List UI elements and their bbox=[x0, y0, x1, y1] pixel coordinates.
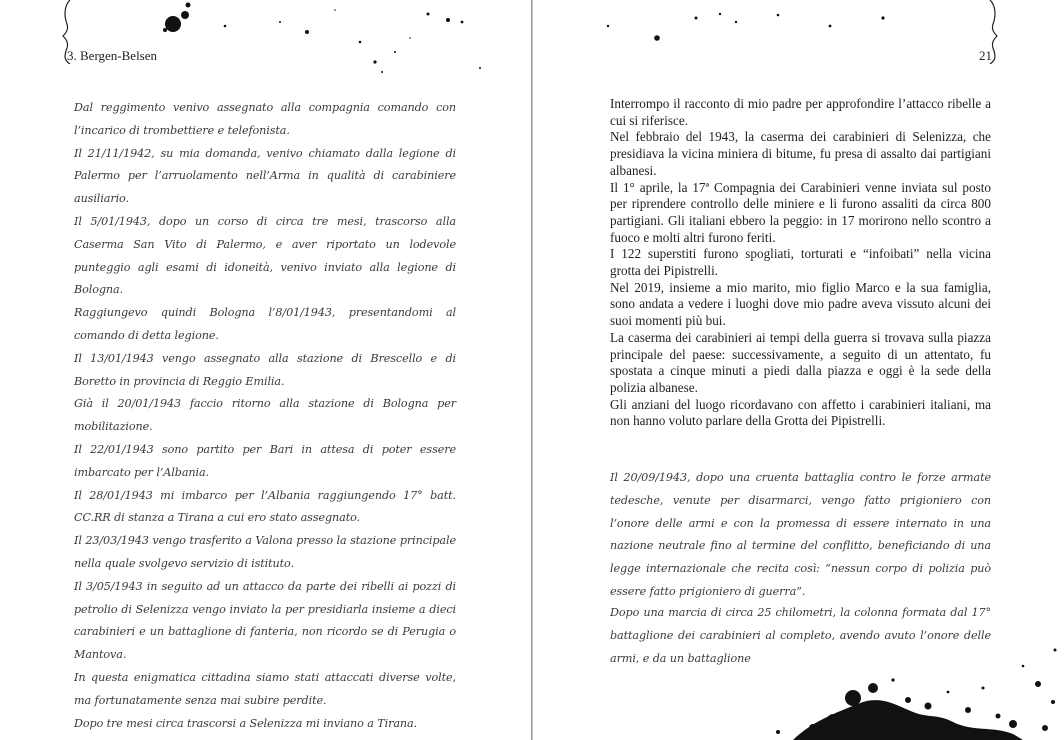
memoir-paragraph: Il 13/01/1943 vengo assegnato alla stazione di Brescello e di Boretto in provincia di Reggio Emilia. bbox=[74, 351, 456, 388]
running-header: 3. Bergen-Belsen bbox=[67, 48, 158, 63]
memoir-text-block bbox=[610, 467, 991, 604]
memoir-paragraph: In questa enigmatica cittadina siamo stati attaccati diverse volte, ma fortunatamente senza mai subire perdite. bbox=[74, 670, 456, 707]
commentary-paragraph: Nel 2019, insieme a mio marito, mio figlio Marco e la sua famiglia, sono andata a vedere i luoghi dove mio padre aveva vissuto alcuni dei suoi momenti più bui. bbox=[610, 279, 991, 329]
commentary-paragraph: Gli anziani del luogo ricordavano con affetto i carabinieri italiani, ma non hanno voluto parlare della Grotta dei Pipistrelli. bbox=[610, 396, 991, 429]
memoir-paragraph: Già il 20/01/1943 faccio ritorno alla stazione di Bologna per mobilitazione. bbox=[74, 397, 456, 434]
memoir-paragraph: Dal reggimento venivo assegnato alla compagnia comando con l’incarico di trombettiere e telefonista. bbox=[74, 101, 456, 137]
page-number: 21 bbox=[979, 48, 992, 63]
left-page bbox=[0, 0, 531, 740]
memoir-paragraph: Il 20/09/1943, dopo una cruenta battaglia contro le forze armate tedesche, venute per disarmarci, vengo fatto prigioniero con l’onore delle armi e con la promessa di essere internato in una nazione neutrale fino al termine del conflitto, beneficiando di una legge internazionale che recita così: “nessun corpo di polizia può essere fatto prigioniero di guerra”. bbox=[610, 471, 991, 598]
memoir-paragraph: Il 28/01/1943 mi imbarco per l’Albania raggiungendo 17° batt. CC.RR di stanza a Tirana a cui ero stato assegnato. bbox=[74, 488, 456, 525]
memoir-paragraph: Il 23/03/1943 vengo trasferito a Valona presso la stazione principale nella quale svolgevo servizio di istituto. bbox=[74, 534, 456, 570]
commentary-paragraph: I 122 superstiti furono spogliati, torturati e “infoibati” nella vicina grotta dei Pipistrelli. bbox=[610, 246, 991, 279]
author-commentary bbox=[610, 96, 991, 430]
commentary-paragraph: Il 1° aprile, la 17ª Compagnia dei Carabinieri venne inviata sul posto per riprendere controllo delle miniere e li furono assaliti da circa 800 partigiani. Gli italiani ebbero la peggio: in 17 morirono nello scontro a fuoco e molti altri furono feriti. bbox=[610, 179, 991, 245]
ink-splatter-decoration bbox=[753, 640, 1064, 740]
commentary-paragraph: Interrompo il racconto di mio padre per approfondire l’attacco ribelle a cui si riferisce. bbox=[610, 96, 991, 128]
ink-splatter-decoration bbox=[593, 0, 923, 50]
commentary-paragraph: Nel febbraio del 1943, la caserma dei carabinieri di Selenizza, che presidiava la vicina miniera di bitume, fu presa di assalto dai partigiani albanesi. bbox=[610, 129, 991, 178]
ink-splatter-decoration bbox=[150, 0, 510, 80]
right-page bbox=[533, 0, 1064, 740]
memoir-paragraph: Il 5/01/1943, dopo un corso di circa tre mesi, trascorso alla Caserma San Vito di Palermo, e aver riportato un lodevole punteggio agli esami di idoneità, venivo inviato alla legione di Bologna. bbox=[74, 214, 456, 297]
memoir-paragraph: Il 3/05/1943 in seguito ad un attacco da parte dei ribelli ai pozzi di petrolio di Selenizza vengo inviato la per presidiarla insieme a dieci carabinieri e un battaglione di fanteria, non ricordo se di Perugia o Mantova. bbox=[74, 579, 456, 662]
memoir-paragraph: Dopo tre mesi circa trascorsi a Selenizza mi inviano a Tirana. bbox=[74, 716, 418, 730]
memoir-paragraph: Raggiungevo quindi Bologna l’8/01/1943, presentandomi al comando di detta legione. bbox=[74, 306, 456, 342]
memoir-paragraph: Dopo una marcia di circa 25 chilometri, la colonna formata dal 17° battaglione dei carabinieri al completo, avendo avuto l’onore delle armi, e da un battaglione bbox=[610, 606, 991, 665]
commentary-paragraph: La caserma dei carabinieri ai tempi della guerra si trovava sulla piazza principale del paese: successivamente, a seguito di un attentato, fu spostata a cinque minuti a piedi dalla piazza e oggi è la sede della polizia albanese. bbox=[610, 329, 991, 395]
memoir-paragraph: Il 21/11/1942, su mia domanda, venivo chiamato dalla legione di Palermo per l’arruolamento nell’Arma in qualità di carabiniere ausiliario. bbox=[74, 146, 456, 206]
memoir-paragraph: Il 22/01/1943 sono partito per Bari in attesa di poter essere imbarcato per l’Albania. bbox=[74, 442, 456, 479]
memoir-text-block bbox=[74, 97, 456, 735]
